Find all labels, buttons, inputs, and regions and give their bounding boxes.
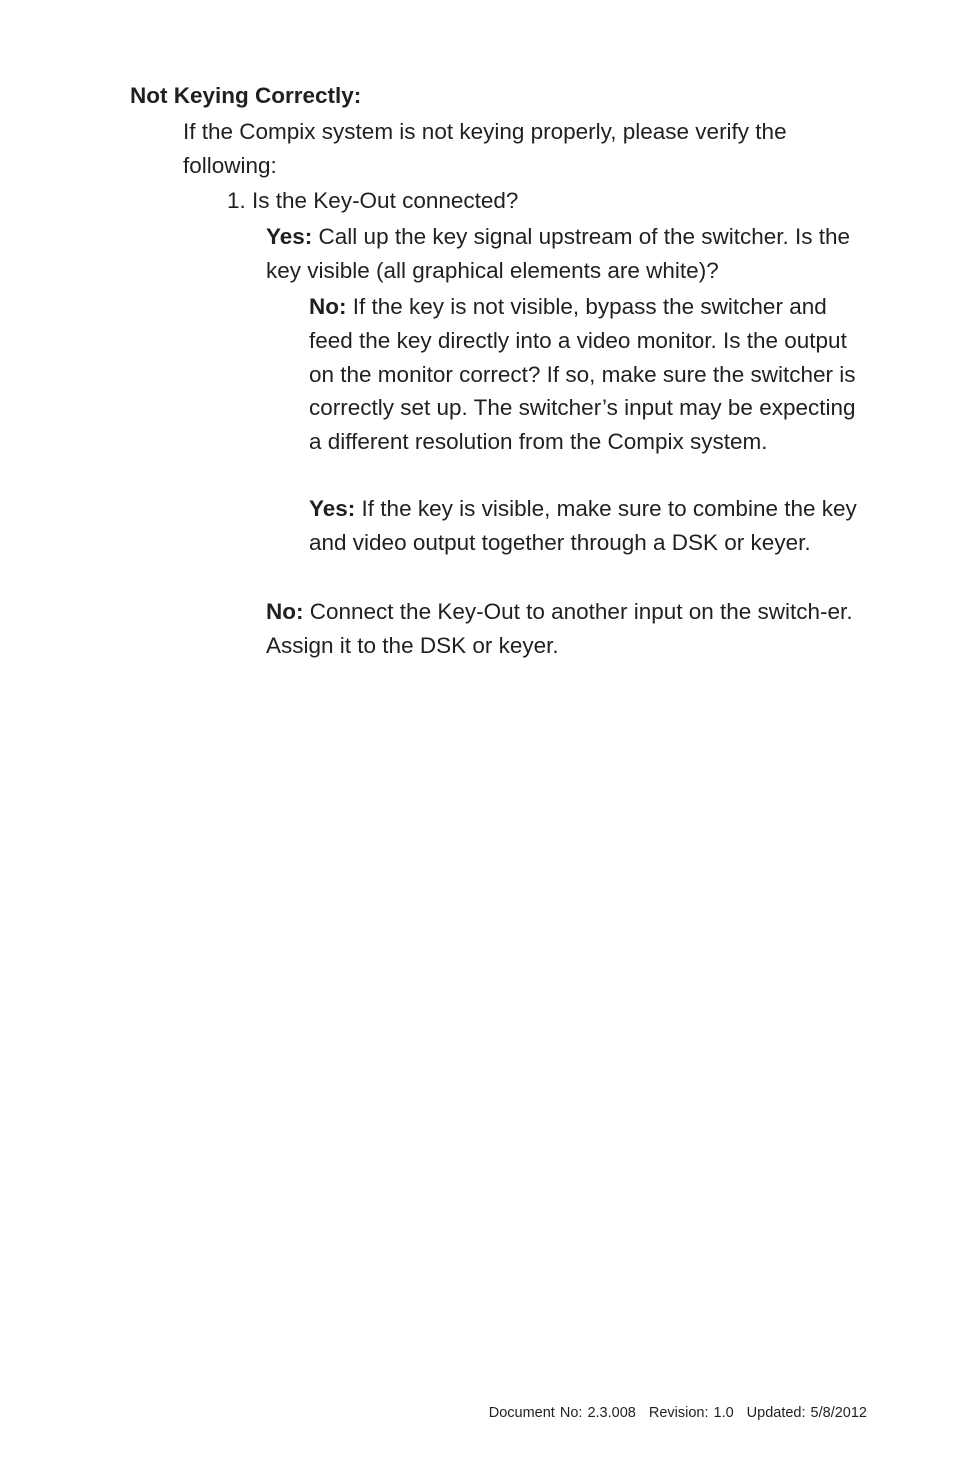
- answer-label: Yes:: [309, 496, 356, 521]
- answer-yes-key-connected: [266, 220, 866, 288]
- answer-label: No:: [266, 599, 304, 624]
- footer-updated: Updated: 5/8/2012: [746, 1405, 867, 1421]
- answer-label: Yes:: [266, 224, 313, 249]
- footer-revision: Revision: 1.0: [648, 1405, 734, 1421]
- footer-document-no: Document No: 2.3.008: [488, 1405, 636, 1421]
- answer-yes-key-visible: [309, 492, 869, 560]
- answer-label: No:: [309, 294, 347, 319]
- question-1: 1. Is the Key-Out connected?: [227, 188, 519, 213]
- answer-text: If the key is not visible, bypass the switcher and feed the key directly into a video monitor. Is the output on the monitor correct? If so, make sure the switcher is correctly set up. The switcher’s input may be expecting a different resolution from the Compix system.: [309, 294, 856, 455]
- section-heading: Not Keying Correctly:: [130, 83, 362, 108]
- answer-no-key-not-connected: [266, 595, 871, 663]
- answer-text: Call up the key signal upstream of the switcher. Is the key visible (all graphical elements are white)?: [266, 224, 851, 283]
- answer-text: If the key is visible, make sure to combine the key and video output together through a DSK or keyer.: [309, 496, 857, 555]
- document-footer: [489, 1404, 867, 1422]
- intro-paragraph: If the Compix system is not keying properly, please verify the following:: [183, 119, 787, 178]
- answer-no-key-not-visible: [309, 290, 869, 459]
- answer-text: Connect the Key-Out to another input on the switch-er. Assign it to the DSK or keyer.: [266, 599, 853, 658]
